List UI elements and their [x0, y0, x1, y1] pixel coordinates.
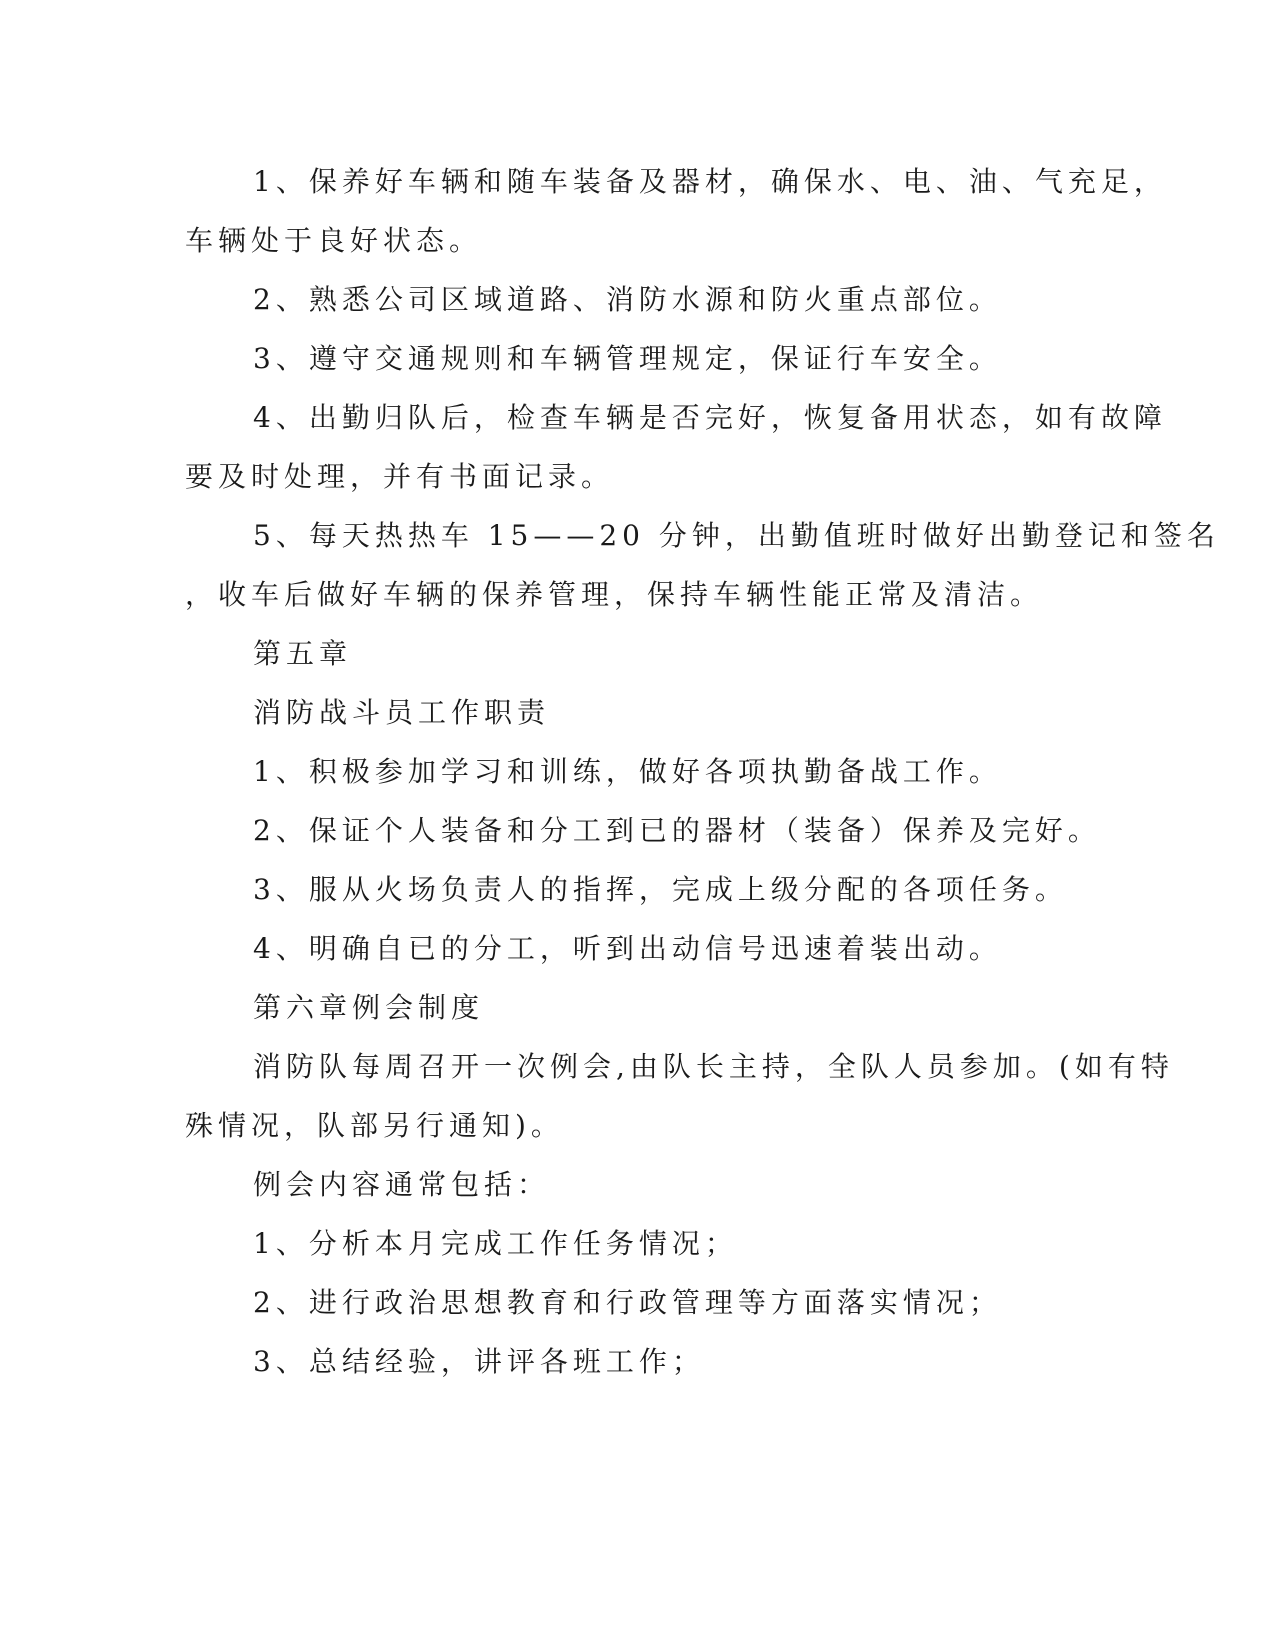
paragraph-line: 2、熟悉公司区域道路、消防水源和防火重点部位。	[253, 283, 1002, 316]
paragraph-line: 消防队每周召开一次例会,由队长主持，全队人员参加。(如有特	[253, 1050, 1174, 1083]
paragraph-line: 殊情况，队部另行通知)。	[185, 1109, 564, 1142]
paragraph-line: 3、遵守交通规则和车辆管理规定，保证行车安全。	[253, 342, 1002, 375]
paragraph-line: 2、保证个人装备和分工到已的器材（装备）保养及完好。	[253, 814, 1101, 847]
paragraph-line: 1、保养好车辆和随车装备及器材，确保水、电、油、气充足，	[253, 165, 1167, 198]
paragraph-line: 1、分析本月完成工作任务情况；	[253, 1227, 738, 1260]
paragraph-line: 车辆处于良好状态。	[185, 224, 483, 257]
paragraph-line: 2、进行政治思想教育和行政管理等方面落实情况；	[253, 1286, 1002, 1319]
paragraph-line: 例会内容通常包括：	[253, 1168, 551, 1201]
section-heading: 消防战斗员工作职责	[253, 696, 551, 729]
paragraph-line: 3、总结经验，讲评各班工作；	[253, 1345, 705, 1378]
chapter-heading: 第五章	[253, 637, 353, 670]
paragraph-line: 4、明确自已的分工，听到出动信号迅速着装出动。	[253, 932, 1002, 965]
paragraph-line: 3、服从火场负责人的指挥，完成上级分配的各项任务。	[253, 873, 1068, 906]
paragraph-line: 5、每天热热车 15——20 分钟，出勤值班时做好出勤登记和签名	[253, 519, 1220, 552]
paragraph-line: 1、积极参加学习和训练，做好各项执勤备战工作。	[253, 755, 1002, 788]
paragraph-line: 要及时处理，并有书面记录。	[185, 460, 615, 493]
chapter-heading: 第六章例会制度	[253, 991, 485, 1024]
paragraph-line: 4、出勤归队后，检查车辆是否完好，恢复备用状态，如有故障	[253, 401, 1167, 434]
document-body	[185, 160, 1220, 1399]
paragraph-line: ，收车后做好车辆的保养管理，保持车辆性能正常及清洁。	[185, 578, 1044, 611]
